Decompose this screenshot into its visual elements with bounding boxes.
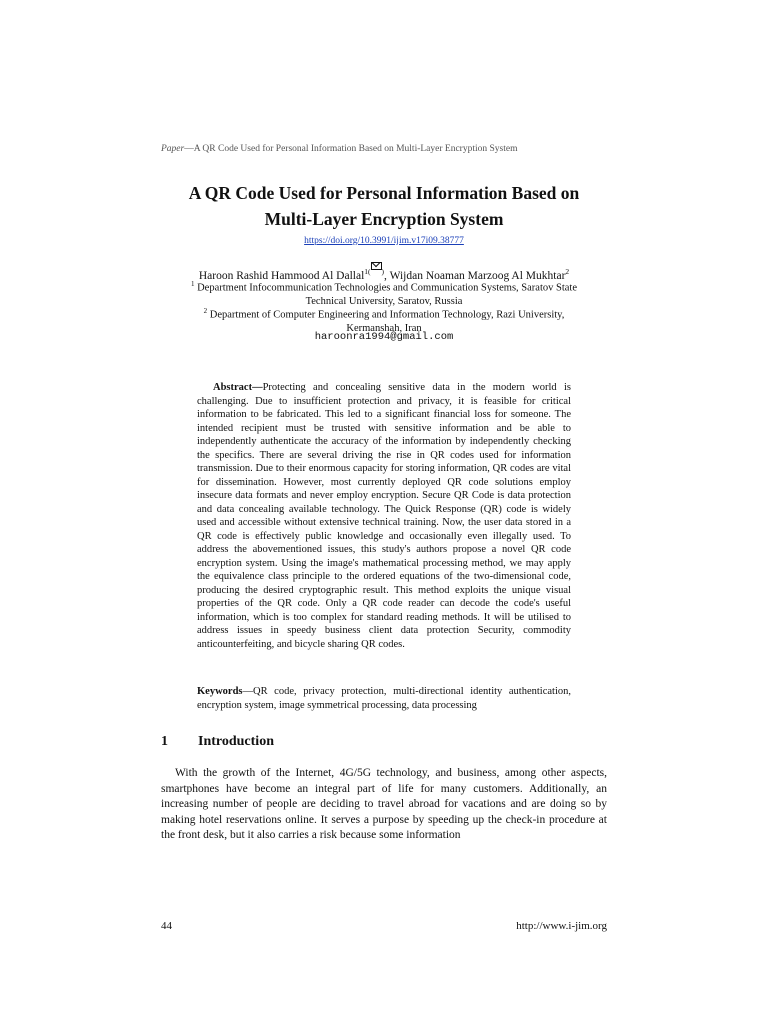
- affiliation-2-marker: 2: [203, 307, 208, 315]
- keywords: [197, 685, 571, 712]
- affiliation-1: [0, 278, 768, 309]
- section-title: Introduction: [198, 734, 274, 749]
- abstract-label: Abstract—: [213, 382, 263, 393]
- paper-title: [0, 180, 768, 232]
- affiliation-2-line-1: Department of Computer Engineering and Information Technology, Razi University,: [209, 309, 565, 321]
- keywords-label: Keywords: [197, 686, 243, 697]
- paper-title-line-1: A QR Code Used for Personal Information Based on: [188, 183, 580, 203]
- affiliation-1-line-1: Department Infocommunication Technologies and Communication Systems, Saratov State: [197, 282, 578, 294]
- page-number: 44: [161, 920, 172, 932]
- author-2-name: Wijdan Noaman Marzoog Al Mukhtar: [389, 269, 566, 282]
- affiliation-2-line-2: Kermanshah, Iran: [346, 323, 422, 334]
- journal-url[interactable]: http://www.i-jim.org: [516, 920, 607, 932]
- doi-link[interactable]: https://doi.org/10.3991/ijim.v17i09.38777: [304, 236, 464, 246]
- running-header-label: Paper: [161, 144, 185, 154]
- abstract: [197, 381, 571, 651]
- paper-title-line-2: Multi-Layer Encryption System: [264, 209, 504, 229]
- author-email[interactable]: haroonra1994@gmail.com: [314, 331, 454, 343]
- section-heading-introduction: [161, 734, 274, 750]
- running-header: [161, 144, 517, 154]
- author-1-name: Haroon Rashid Hammood Al Dallal: [198, 269, 365, 282]
- author-2-affiliation-marker: 2: [565, 267, 570, 276]
- author-1-affiliation-marker: 1( ): [364, 267, 384, 276]
- author-separator: ,: [384, 269, 390, 282]
- affiliation-1-line-2: Technical University, Saratov, Russia: [305, 296, 463, 307]
- section-number: 1: [161, 734, 168, 749]
- envelope-icon: [371, 262, 382, 270]
- running-header-title: —A QR Code Used for Personal Information Based on Multi-Layer Encryption System: [184, 144, 518, 154]
- keywords-text: —QR code, privacy protection, multi-directional identity authentication, encryption system, image symmetrical processing, data processing: [197, 686, 571, 711]
- affiliation-1-marker: 1: [190, 280, 195, 288]
- abstract-text: Protecting and concealing sensitive data in the modern world is challenging. Due to insufficient protection and privacy, it is feasible for critical information to be fabricated. This led to a significant financial loss for someone. The intended recipient must be trusted with sensitive information and be able to independently authenticate the accuracy of the information by independently checking the specifics. There are several driving the rise in QR codes used for information transmission. Due to their enormous capacity for storing information, QR codes are vital for dissemination. However, most currently deployed QR code solutions employ insecure data formats and never employ encryption. Secure QR Code is data protection and data concealing available technology. The Quick Response (QR) code is widely used and accessible without extensive technical training. Now, the user data stored in a QR code is effectively public knowledge and occasionally even illegally used. To address the abovementioned issues, this study's authors propose a novel QR code encryption system. Using the image's mathematical processing method, we may apply the equivalence class principle to the ordered equations of the two-dimensional code, producing the desired cryptographic result. This method exploits the unique visual properties of the QR code. Only a QR code reader can decode the code's useful information, which is too complex for standard reading methods. It will be utilised to address issues in speedy business client data protection Security, commodity anticounterfeiting, and bicycle sharing QR codes.: [197, 382, 571, 650]
- introduction-paragraph: With the growth of the Internet, 4G/5G technology, and business, among other aspects, smartphones have become an integral part of life for many customers. Additionally, an increasing number of people are deciding to travel abroad for vacations and are doing so by making hotel reservations online. It serves a purpose by speeding up the check-in procedure at the front desk, but it also carries a risk because some information: [161, 767, 607, 841]
